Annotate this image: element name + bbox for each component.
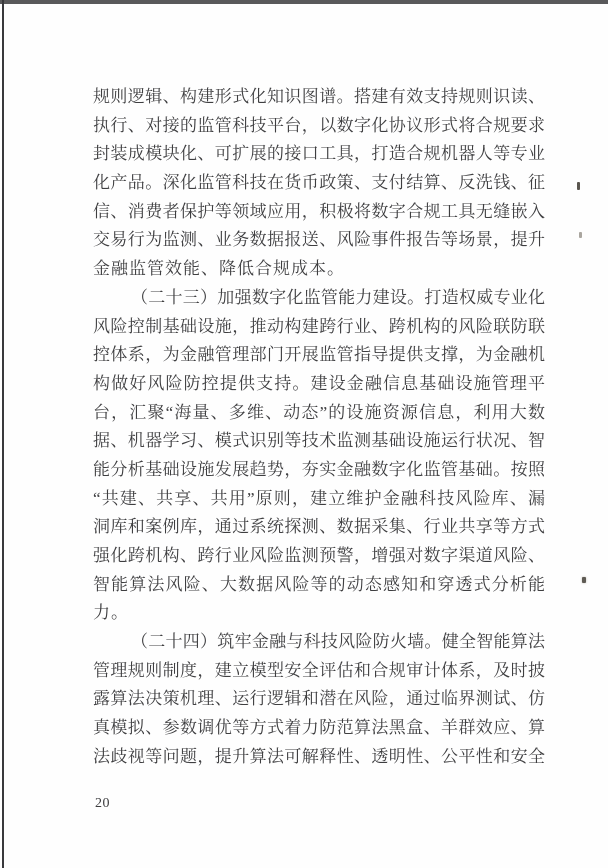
text-line: 真模拟、参数调优等方式着力防范算法黑盒、羊群效应、算 (93, 718, 545, 738)
text-line: 规则逻辑、构建形式化知识图谱。搭建有效支持规则识读、 (93, 87, 545, 106)
text-line: 力。 (93, 603, 129, 623)
text-line: 化产品。深化监管科技在货币政策、支付结算、反洗钱、征 (93, 173, 545, 193)
text-line: 洞库和案例库，通过系统探测、数据采集、行业共享等方式 (93, 517, 545, 537)
text-line: 风险控制基础设施，推动构建跨行业、跨机构的风险联防联 (93, 316, 545, 336)
text-line: 金融监管效能、降低合规成本。 (93, 259, 345, 279)
text-line: 露算法决策机理、运行逻辑和潜在风险，通过临界测试、仿 (93, 689, 545, 709)
document-body-text (93, 83, 545, 772)
text-line: 据、机器学习、模式识别等技术监测基础设施运行状况、智 (93, 431, 545, 451)
text-line: 台，汇聚“海量、多维、动态”的设施资源信息，利用大数 (93, 402, 545, 422)
text-line: 封装成模块化、可扩展的接口工具，打造合规机器人等专业 (93, 144, 545, 164)
text-line: 法歧视等问题，提升算法可解释性、透明性、公平性和安全 (93, 746, 545, 766)
scan-artifact-speck (582, 577, 586, 583)
scan-left-edge (2, 0, 4, 868)
text-line: 构做好风险防控提供支持。建设金融信息基础设施管理平 (93, 373, 545, 393)
text-line: 智能算法风险、大数据风险等的动态感知和穿透式分析能 (93, 574, 545, 594)
text-line: 信、消费者保护等领域应用，积极将数字合规工具无缝嵌入 (93, 201, 545, 221)
text-line: 能分析基础设施发展趋势，夯实金融数字化监管基础。按照 (93, 459, 545, 479)
scan-top-edge (0, 0, 608, 4)
text-line: 交易行为监测、业务数据报送、风险事件报告等场景，提升 (93, 230, 545, 250)
scan-artifact-speck (577, 182, 580, 190)
text-line: （二十四）筑牢金融与科技风险防火墙。健全智能算法 (131, 632, 545, 652)
text-line: “共建、共享、共用”原则，建立维护金融科技风险库、漏 (93, 488, 545, 508)
text-line: 强化跨机构、跨行业风险监测预警，增强对数字渠道风险、 (93, 546, 545, 565)
text-line: 控体系，为金融管理部门开展监管指导提供支撑，为金融机 (93, 345, 545, 365)
page-number: 20 (95, 796, 110, 811)
scan-artifact-speck (579, 232, 582, 238)
text-line: 执行、对接的监管科技平台，以数字化协议形式将合规要求 (93, 115, 545, 135)
text-line: 管理规则制度，建立模型安全评估和合规审计体系，及时披 (93, 660, 545, 680)
text-line: （二十三）加强数字化监管能力建设。打造权威专业化 (131, 287, 545, 307)
